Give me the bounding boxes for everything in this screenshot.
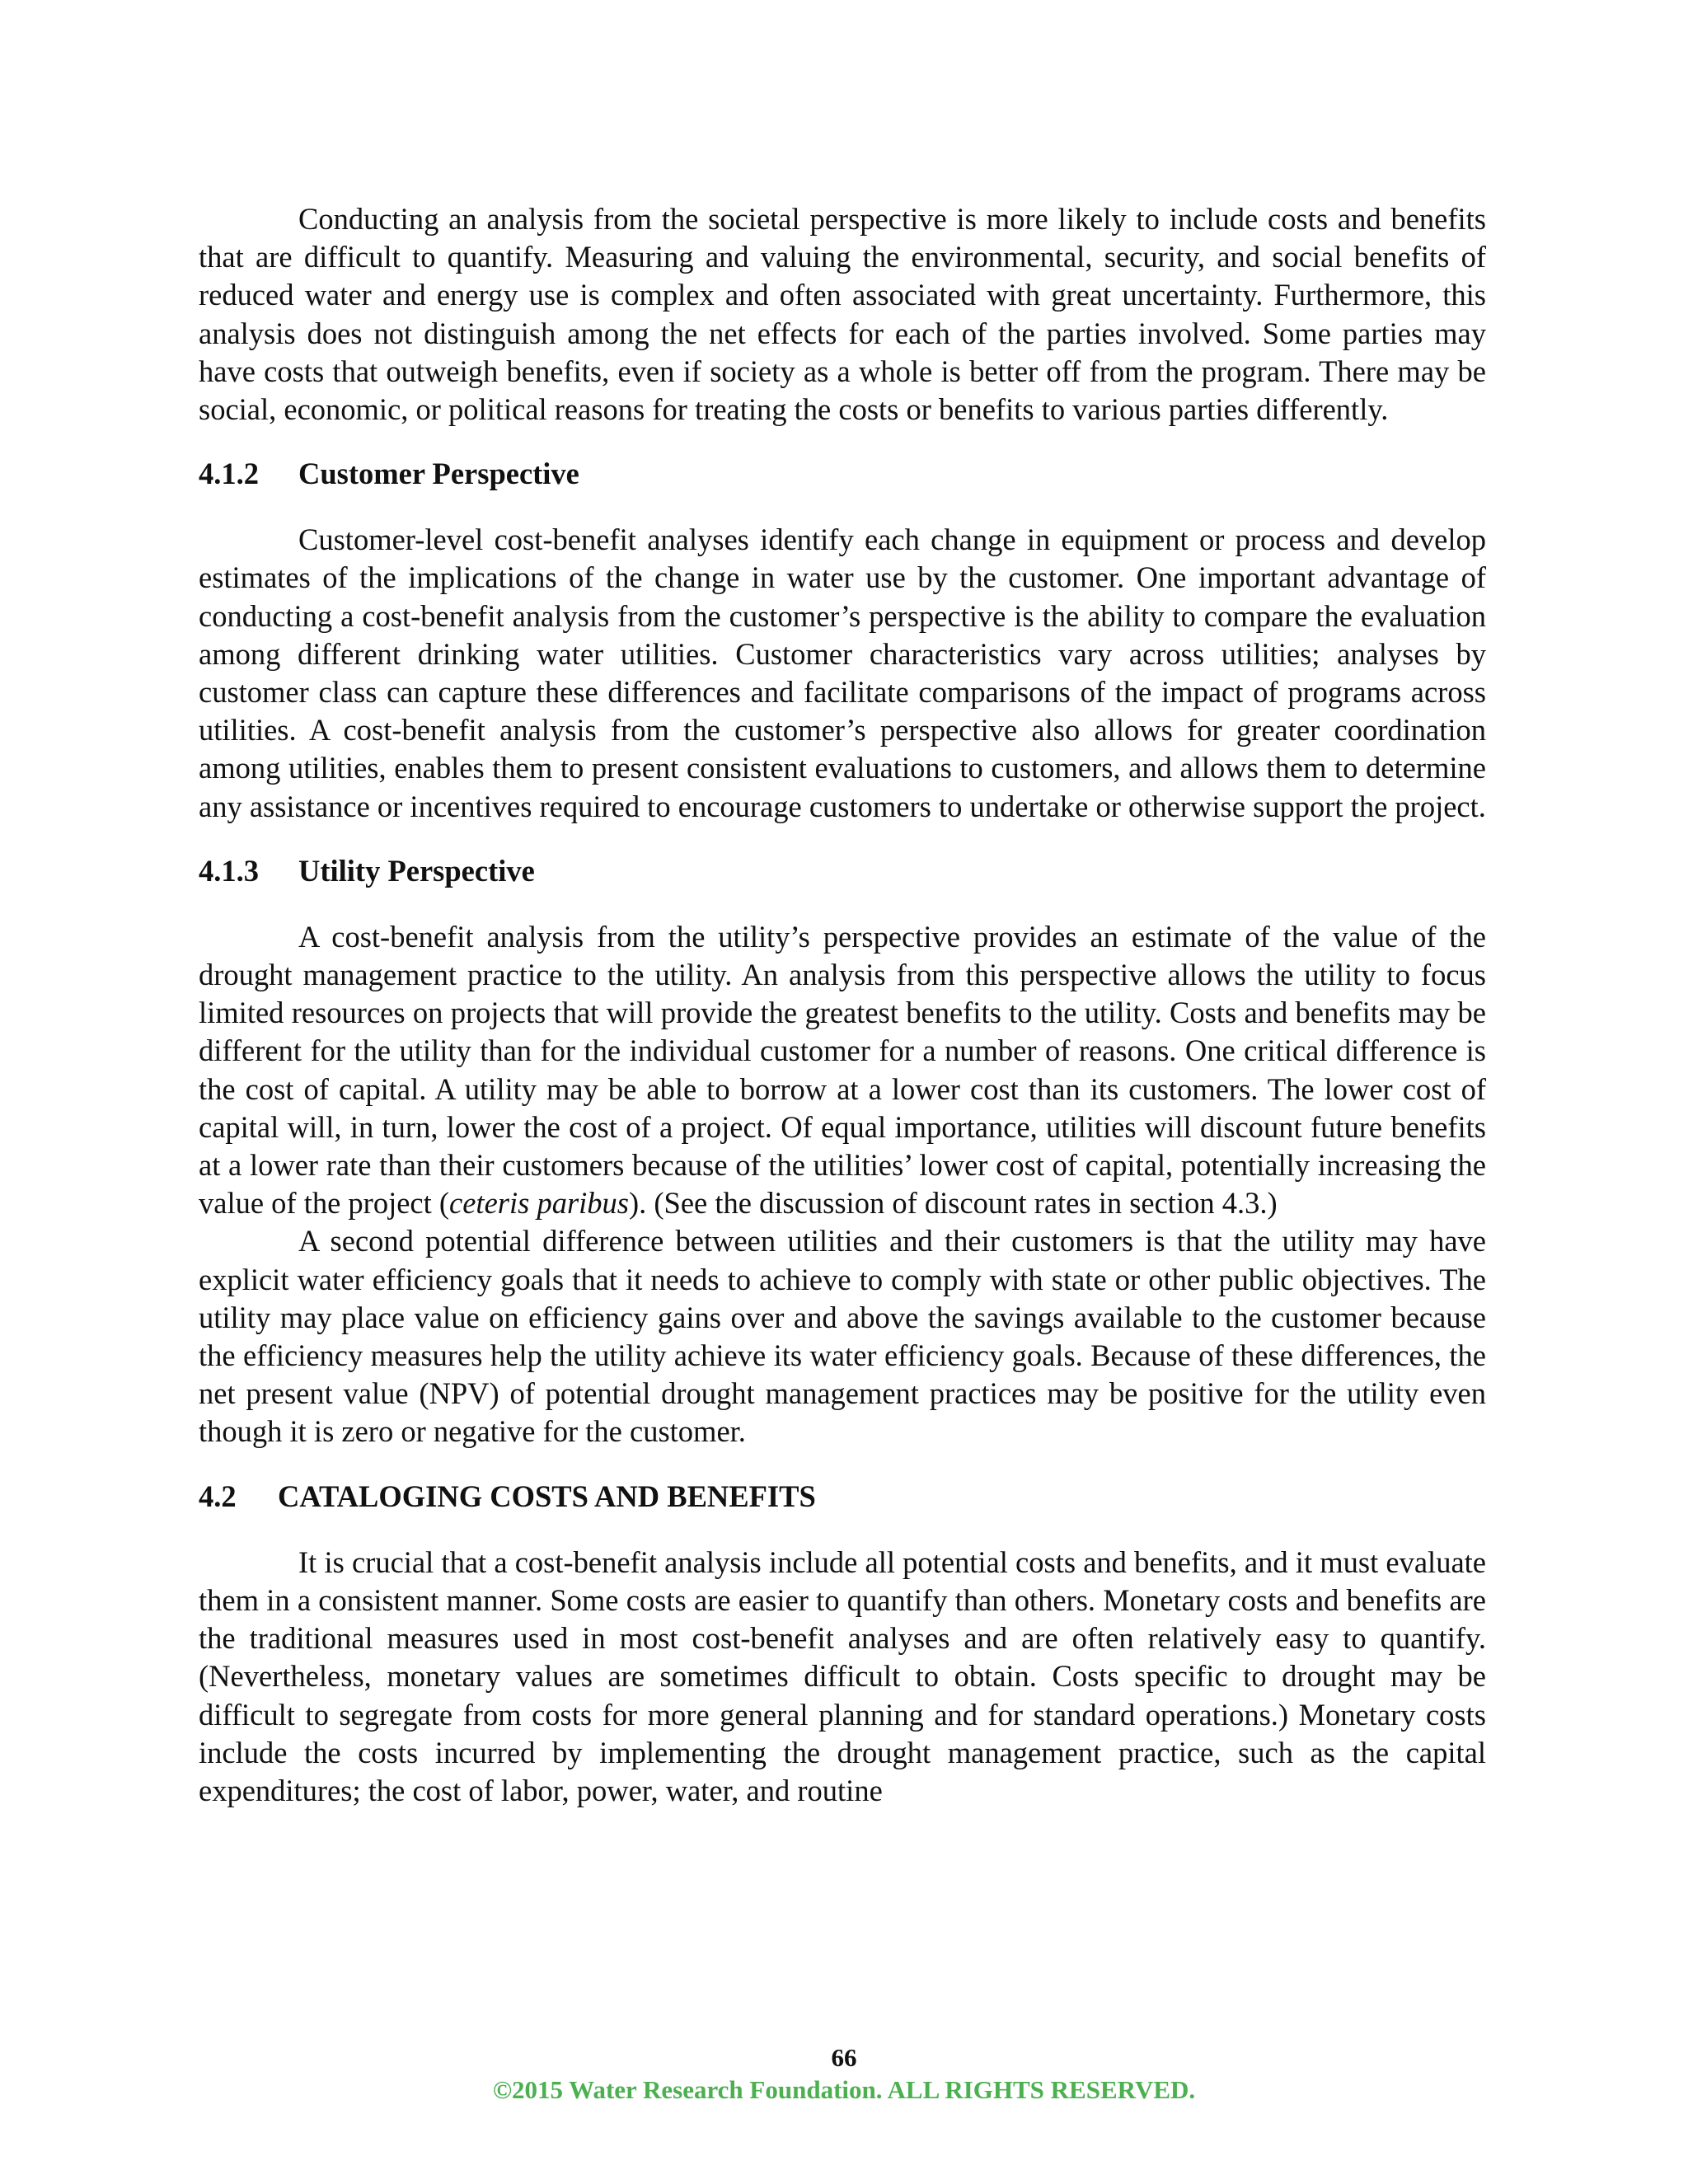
paragraph-customer-perspective: Customer-level cost-benefit analyses identify each change in equipment or process and develop estimates of the implications of the change in water use by the customer. One important advantage of conducting a cost-benefit analysis from the customer’s perspective is the ability to compare the evaluation among different drinking water utilities. Customer characteristics vary across utilities; analyses by customer class can capture these differences and facilitate comparisons of the impact of programs across utilities. A cost-benefit analysis from the customer’s perspective also allows for greater coordination among utilities, enables them to present consistent evaluations to customers, and allows them to determine any assistance or incentives required to encourage customers to undertake or otherwise support the project. xyxy=(199,523,1486,823)
heading-number: 4.2 xyxy=(199,1479,237,1513)
heading-cataloging-costs xyxy=(199,1478,1486,1516)
paragraph-cataloging-costs: It is crucial that a cost-benefit analysis include all potential costs and benefits, and it must evaluate them in a consistent manner. Some costs are easier to quantify than others. Monetary costs and benefits are the traditional measures used in most cost-benefit analyses and are often relatively easy to quantify. (Nevertheless, monetary values are sometimes difficult to obtain. Costs specific to drought may be difficult to segregate from costs for more general planning and for standard operations.) Monetary costs include the costs incurred by implementing the drought management practice, such as the capital expenditures; the cost of labor, power, water, and routine xyxy=(199,1544,1486,1807)
heading-title: Customer Perspective xyxy=(298,457,579,491)
paragraph-efficiency-goals: A second potential difference between utilities and their customers is that the utility may have explicit water efficiency goals that it needs to achieve to comply with state or other public objectives. The utility may place value on efficiency gains over and above the savings available to the customer because the efficiency measures help the utility achieve its water efficiency goals. Because of these differences, the net present value (NPV) of potential drought management practices may be positive for the utility even though it is zero or negative for the customer. xyxy=(199,1224,1486,1449)
heading-number: 4.1.3 xyxy=(199,853,259,888)
paragraph-text-end: ). (See the discussion of discount rates in section 4.3.) xyxy=(629,1186,1278,1221)
heading-customer-perspective xyxy=(199,455,1486,493)
paragraph-utility-perspective xyxy=(199,918,1486,1223)
heading-title: Utility Perspective xyxy=(298,853,535,888)
page-body xyxy=(199,200,1486,1810)
paragraph-text: A cost-benefit analysis from the utility’s perspective provides an estimate of the value of the drought management practice to the utility. An analysis from this perspective allows the utility to focus limited resources on projects that will provide the greatest benefits to the utility. Costs and benefits may be different for the utility than for the individual customer for a number of reasons. One critical difference is the cost of capital. A utility may be able to borrow at a lower cost than its customers. The lower cost of capital will, in turn, lower the cost of a project. Of equal importance, utilities will discount future benefits at a lower rate than their customers because of the utilities’ lower cost of capital, potentially increasing the value of the project ( xyxy=(199,919,1486,1221)
heading-title: CATALOGING COSTS AND BENEFITS xyxy=(278,1479,816,1513)
page-number: 66 xyxy=(831,2043,857,2072)
paragraph-societal-perspective: Conducting an analysis from the societal perspective is more likely to include costs and benefits that are difficult to quantify. Measuring and valuing the environmental, security, and social benefits of reduced water and energy use is complex and often associated with great uncertainty. Furthermore, this analysis does not distinguish among the net effects for each of the parties involved. Some parties may have costs that outweigh benefits, even if society as a whole is better off from the program. There may be social, economic, or political reasons for treating the costs or benefits to various parties differently. xyxy=(199,202,1486,427)
heading-utility-perspective xyxy=(199,852,1486,890)
italic-term: ceteris paribus xyxy=(449,1186,629,1221)
copyright-notice: ©2015 Water Research Foundation. ALL RIGHTS RESERVED. xyxy=(492,2075,1196,2104)
heading-number: 4.1.2 xyxy=(199,457,259,491)
